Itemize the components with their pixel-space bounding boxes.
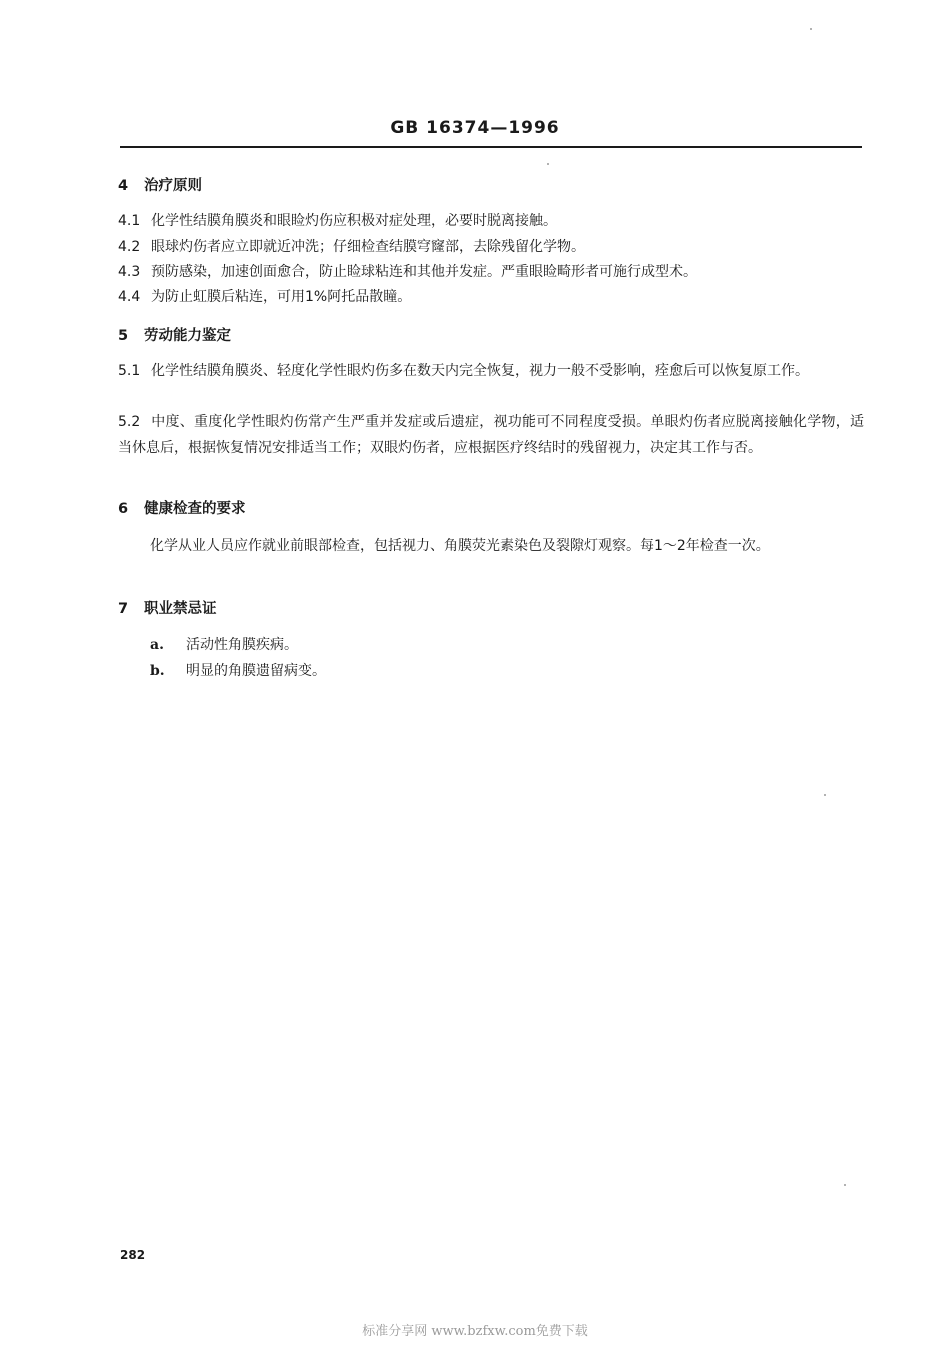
- section-title: 治疗原则: [144, 178, 202, 194]
- list-item-a: [150, 634, 298, 654]
- clause-number: 4.4: [118, 289, 141, 305]
- section-6-paragraph: 化学从业人员应作就业前眼部检查，包括视力、角膜荧光素染色及裂隙灯观察。每1～2年检查一次。: [150, 538, 770, 554]
- clause-4-4: [118, 284, 864, 310]
- section-number: 6: [118, 501, 129, 517]
- section-number: 5: [118, 328, 129, 344]
- watermark: 标准分享网 www.bzfxw.com免费下载: [362, 1324, 588, 1339]
- scan-speck: [547, 163, 549, 165]
- clause-text: 中度、重度化学性眼灼伤常产生严重并发症或后遗症，视功能可不同程度受损。单眼灼伤者应脱离接触化学物，适当休息后，根据恢复情况安排适当工作；双眼灼伤者，应根据医疗终结时的残留视力，决定其工作与否。: [118, 414, 864, 456]
- list-item-text: 活动性角膜疾病。: [186, 637, 298, 653]
- section-title: 劳动能力鉴定: [144, 328, 231, 344]
- clause-text: 预防感染，加速创面愈合，防止睑球粘连和其他并发症。严重眼睑畸形者可施行成型术。: [151, 264, 697, 280]
- clause-5-1: [118, 358, 864, 384]
- clause-number: 4.2: [118, 239, 141, 255]
- clause-text: 为防止虹膜后粘连，可用1%阿托品散瞳。: [151, 289, 412, 305]
- clause-number: 5.1: [118, 363, 141, 379]
- standard-number-header: GB 16374—1996: [390, 118, 560, 138]
- list-item-b: [150, 660, 326, 680]
- clause-4-1: [118, 208, 864, 234]
- list-marker: b.: [150, 663, 165, 679]
- section-number: 4: [118, 178, 129, 194]
- section-7-heading: [118, 597, 217, 618]
- header-rule: [120, 146, 862, 148]
- clause-number: 4.3: [118, 264, 141, 280]
- scan-speck: [810, 28, 812, 30]
- clause-4-2: [118, 234, 864, 260]
- list-marker: a.: [150, 637, 164, 653]
- clause-4-3: [118, 259, 864, 285]
- scan-speck: [844, 1184, 846, 1186]
- section-4-heading: [118, 174, 202, 195]
- list-item-text: 明显的角膜遗留病变。: [186, 663, 326, 679]
- page-number: 282: [120, 1248, 146, 1262]
- clause-text: 化学性结膜角膜炎、轻度化学性眼灼伤多在数天内完全恢复，视力一般不受影响，痊愈后可以恢复原工作。: [151, 363, 809, 379]
- section-5-heading: [118, 324, 231, 345]
- clause-5-2: [118, 409, 864, 461]
- section-number: 7: [118, 601, 129, 617]
- scan-speck: [824, 794, 826, 796]
- clause-number: 4.1: [118, 213, 141, 229]
- section-title: 健康检查的要求: [144, 501, 246, 517]
- clause-number: 5.2: [118, 414, 141, 430]
- clause-text: 眼球灼伤者应立即就近冲洗；仔细检查结膜穹窿部，去除残留化学物。: [151, 239, 585, 255]
- section-6-heading: [118, 497, 246, 518]
- section-title: 职业禁忌证: [144, 601, 217, 617]
- clause-text: 化学性结膜角膜炎和眼睑灼伤应积极对症处理，必要时脱离接触。: [151, 213, 557, 229]
